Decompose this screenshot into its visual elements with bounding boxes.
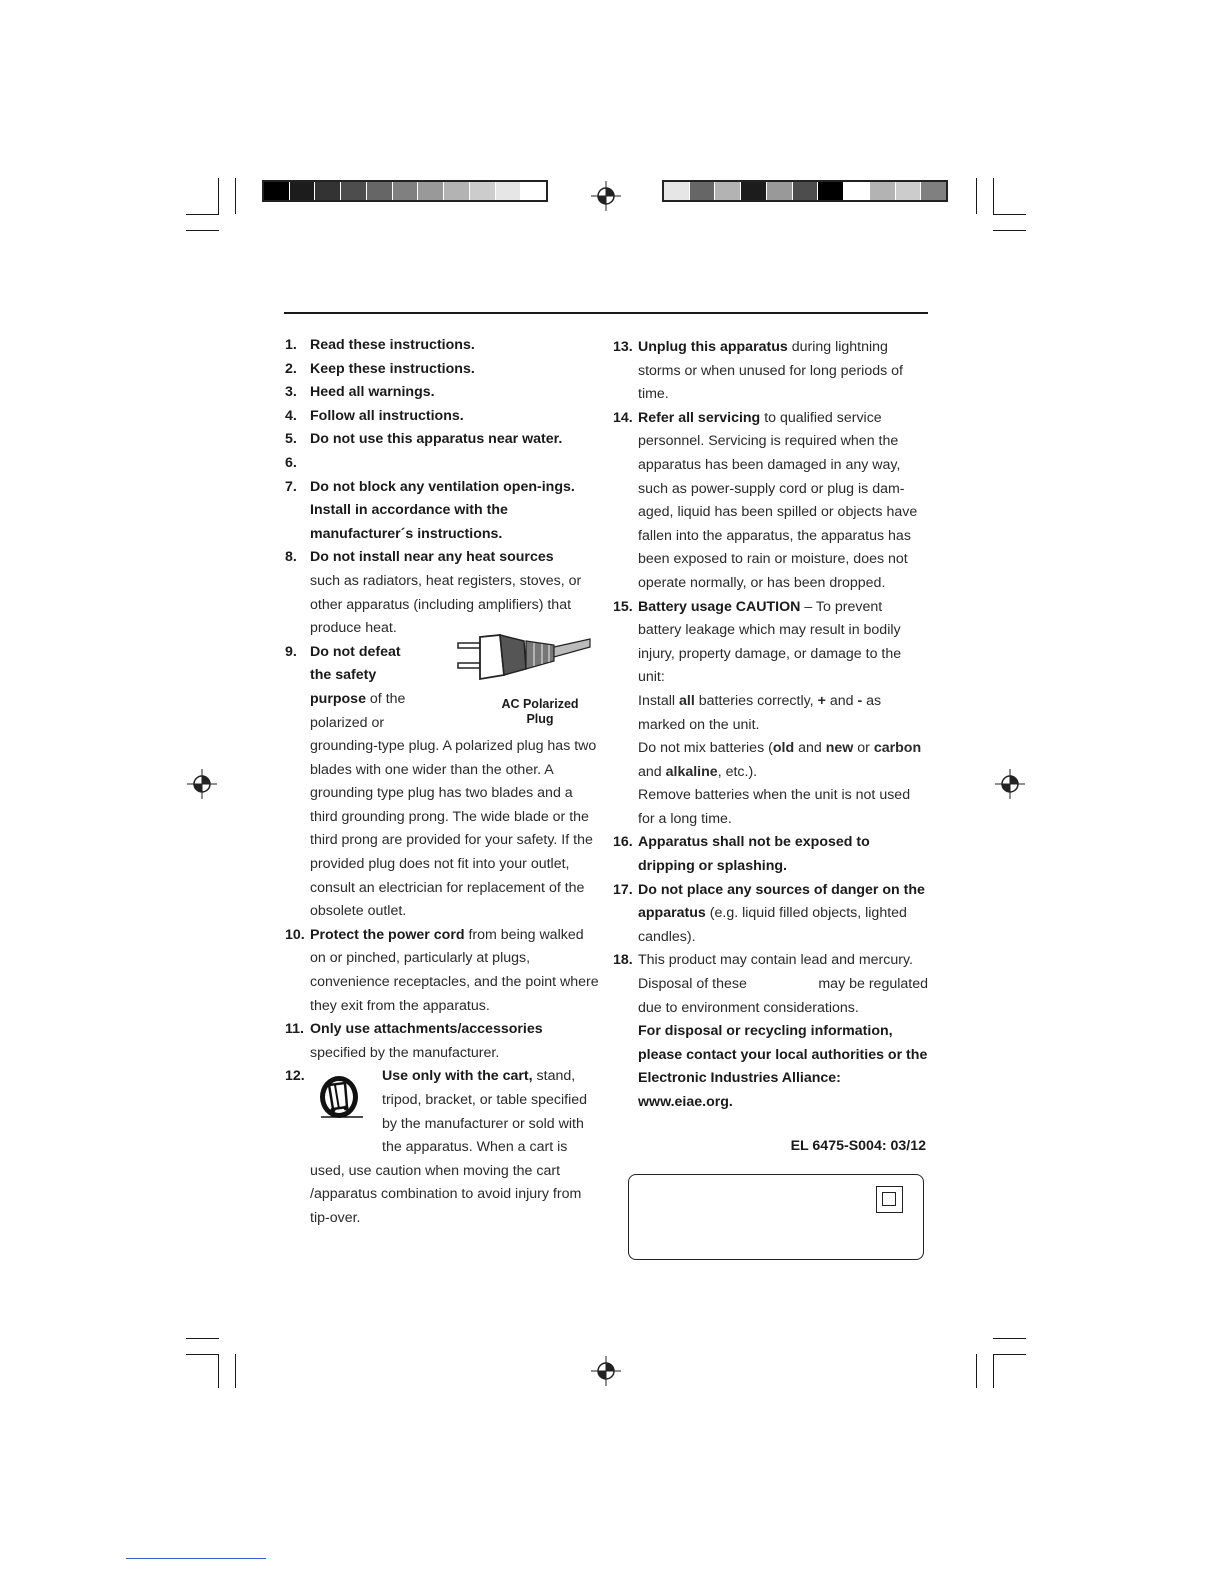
- list-item-11: [285, 1018, 600, 1065]
- registration-mark-icon: [187, 769, 217, 799]
- item-12-text: tripod, bracket, or table specified: [382, 1092, 588, 1108]
- color-swatch: [470, 182, 496, 200]
- item-14-bold: Refer all servicing: [638, 409, 761, 426]
- list-item-8: [285, 546, 600, 640]
- list-item-10: [285, 924, 600, 1018]
- list-item-9: [285, 641, 600, 924]
- double-insulation-icon: [876, 1186, 903, 1213]
- item-number: 3.: [285, 384, 297, 401]
- color-swatch: [715, 182, 741, 200]
- item-number: 13.: [613, 339, 633, 355]
- item-15-text: Remove batteries when the unit is not used for a long time.: [638, 787, 911, 827]
- list-item-4: [285, 405, 600, 429]
- item-number: 14.: [613, 409, 633, 426]
- color-swatch: [315, 182, 341, 200]
- color-calibration-bar-left: [262, 180, 548, 202]
- item-bold: Heed all warnings.: [310, 384, 435, 401]
- list-item-1: [285, 334, 600, 358]
- item-number: 5.: [285, 431, 297, 448]
- item-9-text: polarized or: [310, 714, 385, 731]
- list-item-5: [285, 428, 600, 452]
- list-item-7: [285, 476, 600, 547]
- color-swatch: [793, 182, 819, 200]
- list-item-18: 18. This product may contain lead and mercury. Disposal of these may be regulated due to environment considerations. For disposal or recycling information, please contact your local authorities or the Electronic Industries Alliance: www.eiae.org.: [613, 949, 928, 1114]
- item-18-text: due to environment considerations.: [638, 999, 859, 1016]
- list-item-13: [613, 336, 928, 407]
- item-bold: Do not block any ventilation open-ings. Install in accordance with the manufacturer´s instructions.: [310, 478, 575, 542]
- item-17-bold: Do not place any sources of danger on the apparatus: [638, 881, 925, 922]
- color-swatch: [896, 182, 922, 200]
- list-item-16: [613, 831, 928, 878]
- list-item-3: [285, 381, 600, 405]
- color-swatch: [367, 182, 393, 200]
- left-column: [285, 334, 600, 1231]
- reference-code: EL 6475-S004: 03/12: [790, 1138, 926, 1154]
- color-swatch: [418, 182, 444, 200]
- color-swatch: [921, 182, 946, 200]
- link-underline: [126, 1558, 266, 1559]
- header-rule: [284, 312, 928, 314]
- figure-caption: Plug: [526, 711, 554, 726]
- item-number: 8.: [285, 549, 297, 566]
- item-bold: Keep these instructions.: [310, 360, 475, 377]
- list-item-14: [613, 407, 928, 596]
- color-swatch: [393, 182, 419, 200]
- item-13-bold: Unplug this apparatus: [638, 339, 788, 355]
- right-column: [613, 336, 928, 1115]
- item-number: 18.: [613, 952, 633, 969]
- item-9-bold: purpose: [310, 690, 366, 707]
- item-12-bold: Use only with the cart,: [382, 1068, 533, 1085]
- item-number: 15.: [613, 598, 633, 615]
- item-number: 16.: [613, 834, 633, 851]
- item-9-text: of the: [369, 690, 406, 707]
- item-bold: Do not install near any heat sources: [310, 549, 554, 566]
- color-swatch: [444, 182, 470, 200]
- item-11-bold: Only use attachments/accessories: [310, 1021, 543, 1038]
- item-12-text: by the manufacturer or sold with: [382, 1115, 584, 1132]
- item-bold: Read these instructions.: [310, 337, 475, 353]
- item-10-bold: Protect the power cord: [310, 926, 465, 943]
- item-16-bold: Apparatus shall not be exposed to dripping or splashing.: [638, 834, 870, 875]
- list-item-17: [613, 879, 928, 950]
- item-bold: Follow all instructions.: [310, 407, 464, 424]
- color-swatch: [870, 182, 896, 200]
- item-18-text: This product may contain lead and mercury.: [638, 952, 913, 969]
- color-swatch: [264, 182, 290, 200]
- list-item-15: 15. Battery usage CAUTION – To prevent battery leakage which may result in bodily injury, property damage, or damage to the unit: Install all batteries correctly, + and - as marked on the unit. Do not mix batteries (old and new or carbon and alkaline, etc.). Remove batteries when the unit is not used for a long time.: [613, 596, 928, 832]
- color-calibration-bar-right: [662, 180, 948, 202]
- item-15-text: – To prevent battery leakage which may result in bodily injury, property damage, or damage to the unit:: [638, 598, 902, 686]
- item-number: 1.: [285, 337, 297, 353]
- item-bold: Do not use this apparatus near water.: [310, 431, 563, 448]
- color-swatch: [496, 182, 522, 200]
- item-number: 17.: [613, 881, 633, 898]
- item-13-text: during lightning storms or when unused for long periods of time.: [638, 339, 903, 403]
- color-swatch: [741, 182, 767, 200]
- item-number: 2.: [285, 360, 297, 377]
- color-swatch: [341, 182, 367, 200]
- item-11-text: specified by the manufacturer.: [310, 1044, 500, 1061]
- item-18-bold: For disposal or recycling information, please contact your local authorities or the Electronic Industries Alliance: www.eiae.org.: [638, 1023, 928, 1110]
- item-17-text: (e.g. liquid filled objects, lighted candles).: [638, 905, 907, 945]
- item-bold: [310, 452, 600, 476]
- cart-tip-over-warning-icon: [315, 1073, 367, 1123]
- list-item-2: [285, 358, 600, 382]
- item-number: 9.: [285, 643, 297, 660]
- color-swatch: [521, 182, 546, 200]
- item-12-text: the apparatus. When a cart is: [382, 1139, 568, 1156]
- item-12-body: used, use caution when moving the cart /apparatus combination to avoid injury from tip-over.: [310, 1162, 582, 1226]
- color-swatch: [664, 182, 690, 200]
- ac-polarized-plug-icon: [447, 631, 597, 691]
- color-swatch: [767, 182, 793, 200]
- item-10-text: from being walked on or pinched, particularly at plugs, convenience receptacles, and the point where they exit from the apparatus.: [310, 926, 599, 1014]
- item-15-bold: Battery usage CAUTION: [638, 598, 801, 615]
- item-9-body: grounding-type plug. A polarized plug has two blades with one wider than the other. A grounding type plug has two blades and a third grounding prong. The wide blade or the third prong are provided for your safety. If the provided plug does not fit into your outlet, consult an electrician for replacement of the obsolete outlet.: [310, 738, 597, 920]
- registration-mark-icon: [995, 769, 1025, 799]
- item-number: 6.: [285, 454, 297, 471]
- item-12-text: stand,: [536, 1068, 576, 1085]
- figure-caption: AC Polarized: [501, 696, 579, 711]
- registration-mark-icon: [591, 1356, 621, 1386]
- registration-mark-icon: [591, 181, 621, 211]
- item-number: 7.: [285, 478, 297, 495]
- color-swatch: [844, 182, 870, 200]
- list-item-6: [285, 452, 600, 476]
- color-swatch: [290, 182, 316, 200]
- item-9-line-2: the safety: [310, 667, 377, 684]
- color-swatch: [818, 182, 844, 200]
- item-9-line-1: Do not defeat: [310, 643, 401, 660]
- item-number: 10.: [285, 926, 305, 943]
- item-number: 4.: [285, 407, 297, 424]
- item-number: 11.: [285, 1021, 304, 1038]
- item-number: 12.: [285, 1068, 305, 1085]
- list-item-12: [285, 1065, 600, 1230]
- item-14-text: to qualified service personnel. Servicing is required when the apparatus has been damaged in any way, such as power-supply cord or plug is dam-aged, liquid has been spilled or objects have fallen into the apparatus, the apparatus has been exposed to rain or moisture, does not operate normally, or has been dropped.: [638, 409, 918, 591]
- item-text: such as radiators, heat registers, stoves, or other apparatus (including amplifiers) that produce heat.: [310, 572, 582, 637]
- color-swatch: [690, 182, 716, 200]
